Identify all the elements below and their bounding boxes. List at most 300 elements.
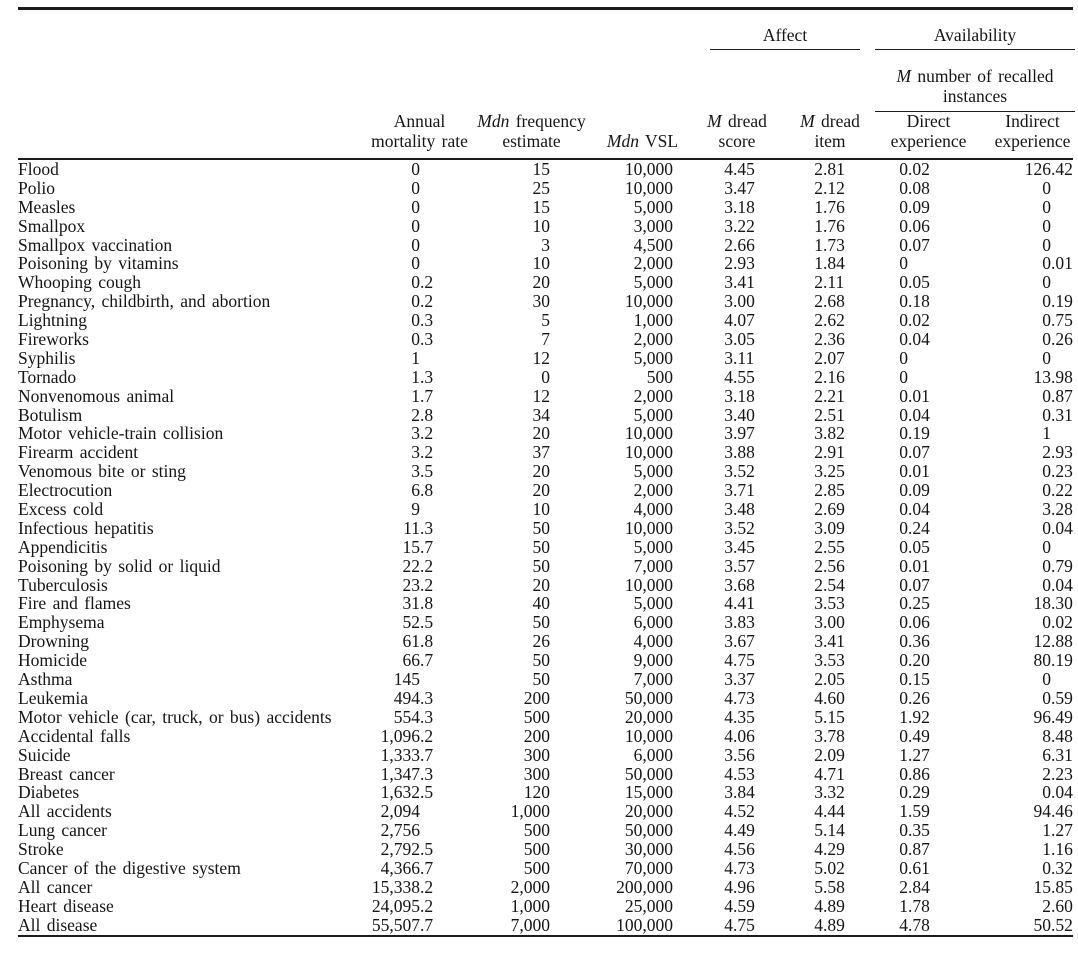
m-dread-item-cell: 3 .53	[814, 593, 845, 614]
annual-mortality-rate-cell: 1	[411, 347, 420, 368]
annual-mortality-rate-cell: 1 .7	[411, 385, 434, 406]
indirect-experience-cell: 80 .19	[1033, 650, 1073, 671]
col-header-m-dread-item: M dread item	[800, 111, 860, 151]
direct-experience-cell: 0 .15	[899, 669, 930, 690]
m-dread-score-cell: 3 .11	[724, 347, 755, 368]
direct-experience-cell: 0 .05	[899, 536, 930, 557]
indirect-experience-cell: 0	[1042, 196, 1051, 217]
mdn-frequency-estimate-cell: 1,000	[510, 801, 550, 822]
m-dread-score-cell: 4 .49	[724, 820, 755, 841]
cause-of-death-cell: Drowning	[18, 631, 89, 652]
indirect-experience-cell: 0 .59	[1042, 687, 1073, 708]
annual-mortality-rate-cell: 1 .3	[411, 366, 434, 387]
indirect-experience-cell: 0	[1042, 234, 1051, 255]
mdn-vsl-cell: 2,000	[633, 385, 673, 406]
annual-mortality-rate-cell: 4,366 .7	[380, 857, 434, 878]
indirect-experience-cell: 2 .23	[1042, 763, 1073, 784]
direct-experience-cell: 1 .78	[899, 895, 930, 916]
m-dread-item-cell: 2 .55	[814, 536, 845, 557]
mdn-vsl-cell: 10,000	[624, 291, 673, 312]
m-dread-score-cell: 4 .59	[724, 895, 755, 916]
cause-of-death-cell: Firearm accident	[18, 442, 139, 463]
direct-experience-cell: 4 .78	[899, 914, 930, 935]
m-dread-item-cell: 1 .73	[814, 234, 845, 255]
annual-mortality-rate-cell: 0	[411, 196, 420, 217]
indirect-experience-cell: 0 .31	[1042, 404, 1073, 425]
m-dread-item-cell: 2 .62	[814, 310, 845, 331]
mdn-vsl-cell: 5,000	[633, 347, 673, 368]
mdn-vsl-cell: 4,000	[633, 631, 673, 652]
annual-mortality-rate-cell: 3 .2	[411, 442, 434, 463]
m-dread-score-cell: 4 .56	[724, 839, 755, 860]
m-dread-score-cell: 4 .75	[724, 650, 755, 671]
mdn-frequency-estimate-cell: 20	[532, 423, 550, 444]
m-dread-item-cell: 3 .82	[814, 423, 845, 444]
annual-mortality-rate-cell: 0	[411, 177, 420, 198]
cause-of-death-cell: Pregnancy, childbirth, and abortion	[18, 291, 271, 312]
m-dread-item-cell: 5 .02	[814, 857, 845, 878]
mdn-frequency-estimate-cell: 300	[523, 744, 550, 765]
annual-mortality-rate-cell: 0	[411, 234, 420, 255]
cause-of-death-cell: Emphysema	[18, 612, 105, 633]
m-dread-score-cell: 3 .41	[724, 272, 755, 293]
cause-of-death-cell: Syphilis	[18, 347, 76, 368]
m-dread-score-cell: 3 .83	[724, 612, 755, 633]
direct-experience-cell: 0 .25	[899, 593, 930, 614]
mdn-vsl-cell: 25,000	[624, 895, 673, 916]
cause-of-death-cell: Suicide	[18, 744, 71, 765]
mdn-frequency-estimate-cell: 500	[523, 857, 550, 878]
direct-experience-cell: 0 .35	[899, 820, 930, 841]
mdn-vsl-cell: 5,000	[633, 272, 673, 293]
mdn-frequency-estimate-cell: 1,000	[510, 895, 550, 916]
direct-experience-cell: 0 .04	[899, 329, 930, 350]
mdn-vsl-cell: 30,000	[624, 839, 673, 860]
annual-mortality-rate-cell: 0	[411, 215, 420, 236]
m-dread-score-cell: 3 .05	[724, 329, 755, 350]
m-dread-item-cell: 2 .07	[814, 347, 845, 368]
annual-mortality-rate-cell: 15 .7	[402, 536, 434, 557]
cause-of-death-cell: Smallpox	[18, 215, 86, 236]
indirect-experience-cell: 0 .02	[1042, 612, 1073, 633]
m-dread-score-cell: 4 .73	[724, 687, 755, 708]
m-dread-item-cell: 2 .85	[814, 480, 845, 501]
mdn-vsl-cell: 10,000	[624, 517, 673, 538]
annual-mortality-rate-cell: 1,096 .2	[380, 725, 434, 746]
mdn-frequency-estimate-cell: 50	[532, 555, 550, 576]
cause-of-death-cell: Flood	[18, 159, 59, 179]
mdn-vsl-cell: 2,000	[633, 253, 673, 274]
m-dread-item-cell: 2 .68	[814, 291, 845, 312]
indirect-experience-cell: 2 .60	[1042, 895, 1073, 916]
m-dread-score-cell: 2 .93	[724, 253, 755, 274]
col-header-m-dread-score: M dread score	[707, 111, 767, 151]
indirect-experience-cell: 0 .75	[1042, 310, 1073, 331]
mdn-vsl-cell: 5,000	[633, 536, 673, 557]
direct-experience-cell: 0 .18	[899, 291, 930, 312]
cause-of-death-cell: Heart disease	[18, 895, 114, 916]
annual-mortality-rate-cell: 61 .8	[402, 631, 434, 652]
risk-statistics-table	[18, 7, 1073, 937]
mdn-frequency-estimate-cell: 0	[541, 366, 550, 387]
mdn-frequency-estimate-cell: 37	[532, 442, 550, 463]
indirect-experience-cell: 126 .42	[1024, 159, 1073, 179]
mdn-frequency-estimate-cell: 50	[532, 669, 550, 690]
m-dread-item-cell: 2 .09	[814, 744, 845, 765]
m-dread-item-cell: 2 .54	[814, 574, 845, 595]
mdn-frequency-estimate-cell: 30	[532, 291, 550, 312]
m-dread-item-cell: 2 .91	[814, 442, 845, 463]
mdn-vsl-cell: 500	[646, 366, 673, 387]
annual-mortality-rate-cell: 6 .8	[411, 480, 434, 501]
cause-of-death-cell: Breast cancer	[18, 763, 115, 784]
annual-mortality-rate-cell: 15,338 .2	[371, 876, 434, 897]
m-dread-score-cell: 4 .55	[724, 366, 755, 387]
direct-experience-cell: 0 .61	[899, 857, 930, 878]
annual-mortality-rate-cell: 3 .5	[411, 461, 434, 482]
m-dread-score-cell: 3 .52	[724, 517, 755, 538]
annual-mortality-rate-cell: 2,094	[380, 801, 420, 822]
annual-mortality-rate-cell: 0 .3	[411, 310, 434, 331]
m-dread-item-cell: 2 .69	[814, 499, 845, 520]
spanner-affect	[710, 26, 860, 51]
direct-experience-cell: 0 .29	[899, 782, 930, 803]
m-dread-score-cell: 3 .52	[724, 461, 755, 482]
cause-of-death-cell: All accidents	[18, 801, 112, 822]
mdn-frequency-estimate-cell: 50	[532, 536, 550, 557]
m-dread-score-cell: 4 .75	[724, 914, 755, 935]
indirect-experience-cell: 94 .46	[1033, 801, 1073, 822]
subspanner-recalled-instances	[875, 67, 1075, 112]
m-dread-item-cell: 3 .32	[814, 782, 845, 803]
mdn-frequency-estimate-cell: 20	[532, 480, 550, 501]
m-dread-score-cell: 3 .56	[724, 744, 755, 765]
mdn-vsl-cell: 50,000	[624, 687, 673, 708]
indirect-experience-cell: 0 .04	[1042, 782, 1073, 803]
cause-of-death-cell: Excess cold	[18, 499, 104, 520]
mdn-frequency-estimate-cell: 120	[523, 782, 550, 803]
cause-of-death-cell: Stroke	[18, 839, 64, 860]
m-dread-score-cell: 4 .53	[724, 763, 755, 784]
m-dread-score-cell: 3 .68	[724, 574, 755, 595]
m-dread-item-cell: 2 .81	[814, 159, 845, 179]
table-body	[18, 160, 1073, 937]
m-dread-item-cell: 2 .21	[814, 385, 845, 406]
mdn-vsl-cell: 4,000	[633, 499, 673, 520]
direct-experience-cell: 0 .07	[899, 442, 930, 463]
cause-of-death-cell: Lightning	[18, 310, 88, 331]
mdn-frequency-estimate-cell: 500	[523, 706, 550, 727]
mdn-frequency-estimate-cell: 34	[532, 404, 550, 425]
m-dread-score-cell: 3 .47	[724, 177, 755, 198]
direct-experience-cell: 0	[899, 366, 908, 387]
mdn-frequency-estimate-cell: 15	[532, 159, 550, 179]
indirect-experience-cell: 1 .16	[1042, 839, 1073, 860]
annual-mortality-rate-cell: 23 .2	[402, 574, 434, 595]
indirect-experience-cell: 0 .32	[1042, 857, 1073, 878]
annual-mortality-rate-cell: 3 .2	[411, 423, 434, 444]
m-dread-item-cell: 1 .76	[814, 215, 845, 236]
m-dread-score-cell: 3 .97	[724, 423, 755, 444]
direct-experience-cell: 0 .04	[899, 499, 930, 520]
mdn-frequency-estimate-cell: 20	[532, 574, 550, 595]
cause-of-death-cell: Lung cancer	[18, 820, 107, 841]
m-dread-score-cell: 4 .35	[724, 706, 755, 727]
mdn-vsl-cell: 20,000	[624, 706, 673, 727]
direct-experience-cell: 0 .87	[899, 839, 930, 860]
annual-mortality-rate-cell: 494 .3	[393, 687, 434, 708]
m-dread-score-cell: 3 .00	[724, 291, 755, 312]
indirect-experience-cell: 6 .31	[1042, 744, 1073, 765]
annual-mortality-rate-cell: 52 .5	[402, 612, 434, 633]
annual-mortality-rate-cell: 0 .2	[411, 291, 434, 312]
mdn-frequency-estimate-cell: 200	[523, 687, 550, 708]
annual-mortality-rate-cell: 1,347 .3	[380, 763, 434, 784]
m-dread-item-cell: 5 .58	[814, 876, 845, 897]
indirect-experience-cell: 0	[1042, 177, 1051, 198]
spanner-affect-label: Affect	[762, 24, 808, 45]
col-header-indirect-experience: Indirect experience	[994, 111, 1071, 151]
cause-of-death-cell: Motor vehicle-train collision	[18, 423, 224, 444]
cause-of-death-cell: Electrocution	[18, 480, 113, 501]
mdn-frequency-estimate-cell: 10	[532, 253, 550, 274]
mdn-vsl-cell: 50,000	[624, 763, 673, 784]
indirect-experience-cell: 0 .22	[1042, 480, 1073, 501]
direct-experience-cell: 0 .36	[899, 631, 930, 652]
annual-mortality-rate-cell: 55,507 .7	[371, 914, 434, 935]
indirect-experience-cell: 1 .27	[1042, 820, 1073, 841]
direct-experience-cell: 0 .09	[899, 480, 930, 501]
indirect-experience-cell: 0	[1042, 669, 1051, 690]
cause-of-death-cell: Whooping cough	[18, 272, 142, 293]
annual-mortality-rate-cell: 0 .3	[411, 329, 434, 350]
spanner-availability-label: Availability	[933, 24, 1017, 45]
m-dread-item-cell: 4 .89	[814, 895, 845, 916]
mdn-frequency-estimate-cell: 15	[532, 196, 550, 217]
mdn-frequency-estimate-cell: 2,000	[510, 876, 550, 897]
recalled-m-symbol: M	[896, 66, 912, 86]
cause-of-death-cell: All cancer	[18, 876, 93, 897]
m-dread-item-cell: 5 .14	[814, 820, 845, 841]
col-header-mdn-frequency-estimate: Mdn frequency estimate	[477, 111, 586, 151]
annual-mortality-rate-cell: 2,792 .5	[380, 839, 434, 860]
col-header-direct-experience: Direct experience	[890, 111, 967, 151]
direct-experience-cell: 0 .04	[899, 404, 930, 425]
cause-of-death-cell: Appendicitis	[18, 536, 108, 557]
mdn-vsl-cell: 1,000	[633, 310, 673, 331]
cause-of-death-cell: Measles	[18, 196, 76, 217]
mdn-vsl-cell: 10,000	[624, 423, 673, 444]
annual-mortality-rate-cell: 11 .3	[403, 517, 434, 538]
annual-mortality-rate-cell: 145	[393, 669, 420, 690]
direct-experience-cell: 0 .01	[899, 461, 930, 482]
cause-of-death-cell: Nonvenomous animal	[18, 385, 175, 406]
mdn-vsl-cell: 10,000	[624, 159, 673, 179]
mdn-frequency-estimate-cell: 200	[523, 725, 550, 746]
mdn-frequency-estimate-cell: 12	[532, 385, 550, 406]
cause-of-death-cell: Venomous bite or sting	[18, 461, 186, 482]
mdn-frequency-estimate-cell: 26	[532, 631, 550, 652]
col-header-annual-mortality-rate: Annual mortality rate	[371, 111, 468, 151]
mdn-frequency-estimate-cell: 40	[532, 593, 550, 614]
direct-experience-cell: 0 .49	[899, 725, 930, 746]
m-dread-item-cell: 3 .09	[814, 517, 845, 538]
mdn-vsl-cell: 70,000	[624, 857, 673, 878]
spanner-availability	[875, 26, 1075, 51]
mdn-frequency-estimate-cell: 10	[532, 499, 550, 520]
cause-of-death-cell: Botulism	[18, 404, 83, 425]
mdn-vsl-cell: 5,000	[633, 461, 673, 482]
m-dread-score-cell: 4 .45	[724, 159, 755, 179]
m-dread-score-cell: 4 .41	[724, 593, 755, 614]
mdn-frequency-estimate-cell: 50	[532, 650, 550, 671]
direct-experience-cell: 0 .19	[899, 423, 930, 444]
indirect-experience-cell: 0	[1042, 347, 1051, 368]
m-dread-item-cell: 2 .12	[814, 177, 845, 198]
mdn-frequency-estimate-cell: 7	[541, 329, 550, 350]
direct-experience-cell: 0 .24	[899, 517, 930, 538]
mdn-vsl-cell: 200,000	[616, 876, 673, 897]
mdn-vsl-cell: 5,000	[633, 593, 673, 614]
annual-mortality-rate-cell: 0	[411, 159, 420, 179]
cause-of-death-cell: Poisoning by vitamins	[18, 253, 179, 274]
cause-of-death-cell: Fireworks	[18, 329, 89, 350]
indirect-experience-cell: 50 .52	[1033, 914, 1073, 935]
cause-of-death-cell: Polio	[18, 177, 55, 198]
mdn-vsl-cell: 2,000	[633, 329, 673, 350]
annual-mortality-rate-cell: 2 .8	[411, 404, 434, 425]
m-dread-item-cell: 1 .84	[814, 253, 845, 274]
indirect-experience-cell: 0 .19	[1042, 291, 1073, 312]
cause-of-death-cell: Tornado	[18, 366, 77, 387]
cause-of-death-cell: Homicide	[18, 650, 88, 671]
direct-experience-cell: 0 .02	[899, 159, 930, 179]
mdn-frequency-estimate-cell: 20	[532, 272, 550, 293]
m-dread-score-cell: 4 .52	[724, 801, 755, 822]
direct-experience-cell: 2 .84	[899, 876, 930, 897]
annual-mortality-rate-cell: 66 .7	[402, 650, 434, 671]
m-dread-score-cell: 3 .40	[724, 404, 755, 425]
mdn-frequency-estimate-cell: 20	[532, 461, 550, 482]
m-dread-item-cell: 4 .44	[814, 801, 845, 822]
indirect-experience-cell: 0	[1042, 215, 1051, 236]
indirect-experience-cell: 1	[1042, 423, 1051, 444]
cause-of-death-cell: Infectious hepatitis	[18, 517, 154, 538]
m-dread-score-cell: 4 .07	[724, 310, 755, 331]
annual-mortality-rate-cell: 31 .8	[402, 593, 434, 614]
m-dread-score-cell: 3 .57	[724, 555, 755, 576]
cause-of-death-cell: Fire and flames	[18, 593, 131, 614]
mdn-vsl-cell: 15,000	[624, 782, 673, 803]
cause-of-death-cell: Poisoning by solid or liquid	[18, 555, 221, 576]
cause-of-death-cell: Cancer of the digestive system	[18, 857, 241, 878]
m-dread-score-cell: 4 .96	[724, 876, 755, 897]
mdn-vsl-cell: 10,000	[624, 574, 673, 595]
table-header	[18, 7, 1073, 160]
mdn-vsl-cell: 4,500	[633, 234, 673, 255]
m-dread-score-cell: 2 .66	[724, 234, 755, 255]
mdn-vsl-cell: 20,000	[624, 801, 673, 822]
mdn-vsl-cell: 10,000	[624, 177, 673, 198]
mdn-vsl-cell: 100,000	[616, 914, 673, 935]
mdn-vsl-cell: 50,000	[624, 820, 673, 841]
m-dread-item-cell: 5 .15	[814, 706, 845, 727]
m-dread-score-cell: 4 .73	[724, 857, 755, 878]
mdn-frequency-estimate-cell: 50	[532, 517, 550, 538]
m-dread-item-cell: 2 .51	[814, 404, 845, 425]
m-dread-item-cell: 3 .00	[814, 612, 845, 633]
m-dread-item-cell: 3 .25	[814, 461, 845, 482]
annual-mortality-rate-cell: 22 .2	[402, 555, 434, 576]
indirect-experience-cell: 0 .04	[1042, 574, 1073, 595]
recalled-label: number of recalled instances	[911, 66, 1054, 106]
cause-of-death-cell: Accidental falls	[18, 725, 131, 746]
cause-of-death-cell: Leukemia	[18, 687, 88, 708]
indirect-experience-cell: 15 .85	[1033, 876, 1073, 897]
m-dread-score-cell: 4 .06	[724, 725, 755, 746]
m-dread-item-cell: 4 .71	[814, 763, 845, 784]
indirect-experience-cell: 18 .30	[1033, 593, 1073, 614]
m-dread-score-cell: 3 .45	[724, 536, 755, 557]
direct-experience-cell: 0	[899, 347, 908, 368]
mdn-vsl-cell: 7,000	[633, 555, 673, 576]
annual-mortality-rate-cell: 1,632 .5	[380, 782, 434, 803]
indirect-experience-cell: 3 .28	[1042, 499, 1073, 520]
direct-experience-cell: 0 .01	[899, 385, 930, 406]
annual-mortality-rate-cell: 554 .3	[393, 706, 434, 727]
direct-experience-cell: 0 .05	[899, 272, 930, 293]
m-dread-item-cell: 3 .41	[814, 631, 845, 652]
indirect-experience-cell: 0 .26	[1042, 329, 1073, 350]
direct-experience-cell: 1 .92	[899, 706, 930, 727]
direct-experience-cell: 0 .09	[899, 196, 930, 217]
mdn-vsl-cell: 10,000	[624, 725, 673, 746]
direct-experience-cell: 0 .02	[899, 310, 930, 331]
annual-mortality-rate-cell: 0	[411, 253, 420, 274]
indirect-experience-cell: 13 .98	[1033, 366, 1073, 387]
cause-of-death-cell: Tuberculosis	[18, 574, 108, 595]
mdn-vsl-cell: 3,000	[633, 215, 673, 236]
direct-experience-cell: 0 .26	[899, 687, 930, 708]
mdn-frequency-estimate-cell: 12	[532, 347, 550, 368]
indirect-experience-cell: 0 .79	[1042, 555, 1073, 576]
cause-of-death-cell: Asthma	[18, 669, 73, 690]
m-dread-item-cell: 2 .16	[814, 366, 845, 387]
direct-experience-cell: 1 .59	[899, 801, 930, 822]
mdn-vsl-cell: 6,000	[633, 612, 673, 633]
mdn-vsl-cell: 10,000	[624, 442, 673, 463]
m-dread-item-cell: 2 .36	[814, 329, 845, 350]
direct-experience-cell: 0 .86	[899, 763, 930, 784]
mdn-frequency-estimate-cell: 300	[523, 763, 550, 784]
indirect-experience-cell: 0 .23	[1042, 461, 1073, 482]
m-dread-item-cell: 4 .89	[814, 914, 845, 935]
mdn-vsl-cell: 5,000	[633, 196, 673, 217]
m-dread-item-cell: 4 .29	[814, 839, 845, 860]
direct-experience-cell: 0 .20	[899, 650, 930, 671]
indirect-experience-cell: 12 .88	[1033, 631, 1073, 652]
mdn-frequency-estimate-cell: 500	[523, 820, 550, 841]
indirect-experience-cell: 2 .93	[1042, 442, 1073, 463]
direct-experience-cell: 0 .06	[899, 215, 930, 236]
direct-experience-cell: 0 .07	[899, 234, 930, 255]
col-header-mdn-vsl: Mdn VSL	[606, 130, 679, 151]
m-dread-item-cell: 3 .78	[814, 725, 845, 746]
indirect-experience-cell: 96 .49	[1033, 706, 1073, 727]
m-dread-score-cell: 3 .71	[724, 480, 755, 501]
cause-of-death-cell: Motor vehicle (car, truck, or bus) accidents	[18, 706, 332, 727]
indirect-experience-cell: 8 .48	[1042, 725, 1073, 746]
